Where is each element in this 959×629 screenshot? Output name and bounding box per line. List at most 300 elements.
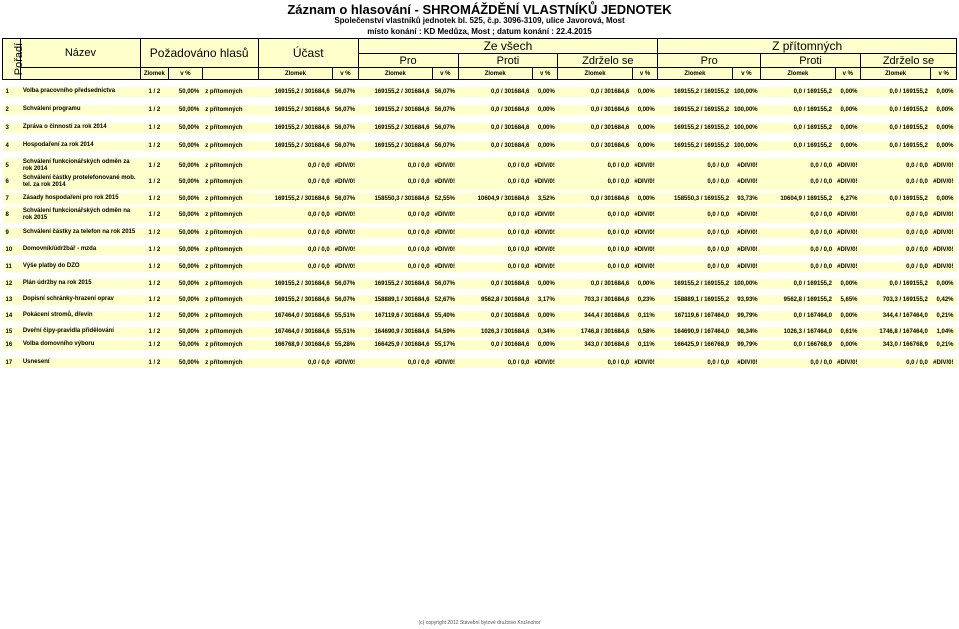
vote-row bbox=[3, 262, 957, 272]
attendance-fraction: 167464,0 / 301684,6 bbox=[258, 327, 332, 337]
required-fraction: 1 / 2 bbox=[140, 158, 169, 174]
all-zdrzelo-fraction: 0,0 / 0,0 bbox=[558, 262, 632, 272]
row-spacer bbox=[3, 151, 957, 158]
present-proti-percent: 0,00% bbox=[835, 311, 860, 321]
present-pro-fraction: 169155,2 / 169155,2 bbox=[658, 105, 732, 115]
header-pct: v % bbox=[835, 68, 860, 80]
present-zdrzelo-fraction: 0,0 / 0,0 bbox=[861, 358, 931, 368]
present-zdrzelo-percent: 1,04% bbox=[931, 327, 957, 337]
header-pct: v % bbox=[732, 68, 761, 80]
document-title: Záznam o hlasování - SHROMÁŽDĚNÍ VLASTNÍKŮ JEDNOTEK bbox=[287, 2, 672, 17]
present-proti-percent: #DIV/0! bbox=[835, 228, 860, 238]
all-pro-percent: #DIV/0! bbox=[433, 358, 458, 368]
present-pro-fraction: 0,0 / 0,0 bbox=[658, 245, 732, 255]
present-pro-percent: 100,00% bbox=[732, 123, 761, 133]
header-pro: Pro bbox=[658, 54, 761, 68]
row-spacer bbox=[3, 272, 957, 279]
row-number: 4 bbox=[3, 141, 21, 151]
vote-row bbox=[3, 358, 957, 368]
present-proti-percent: 0,00% bbox=[835, 279, 860, 289]
present-zdrzelo-percent: 0,42% bbox=[931, 295, 957, 305]
vote-row bbox=[3, 295, 957, 305]
attendance-percent: #DIV/0! bbox=[333, 245, 358, 255]
row-number: 7 bbox=[3, 193, 21, 204]
all-pro-fraction: 169155,2 / 301684,6 bbox=[358, 141, 432, 151]
all-pro-fraction: 0,0 / 0,0 bbox=[358, 262, 432, 272]
present-proti-percent: #DIV/0! bbox=[835, 262, 860, 272]
all-zdrzelo-fraction: 0,0 / 301684,6 bbox=[558, 123, 632, 133]
header-zlomek: Zlomek bbox=[258, 68, 332, 80]
all-pro-fraction: 0,0 / 0,0 bbox=[358, 174, 432, 190]
present-proti-fraction: 0,0 / 167464,0 bbox=[761, 311, 835, 321]
header-nazev: Název bbox=[21, 39, 140, 68]
all-pro-percent: 55,40% bbox=[433, 311, 458, 321]
present-pro-fraction: 0,0 / 0,0 bbox=[658, 358, 732, 368]
row-name: Dveřní čipy-pravidla přidělování bbox=[21, 327, 140, 337]
all-pro-fraction: 0,0 / 0,0 bbox=[358, 228, 432, 238]
all-zdrzelo-fraction: 344,4 / 301684,6 bbox=[558, 311, 632, 321]
all-proti-percent: 0,00% bbox=[532, 105, 557, 115]
attendance-fraction: 169155,2 / 301684,6 bbox=[258, 193, 332, 204]
all-zdrzelo-percent: 0,11% bbox=[632, 340, 657, 350]
present-proti-percent: #DIV/0! bbox=[835, 207, 860, 223]
present-zdrzelo-percent: #DIV/0! bbox=[931, 207, 957, 223]
present-proti-fraction: 1026,3 / 167464,0 bbox=[761, 327, 835, 337]
attendance-basis: z přítomných bbox=[202, 327, 258, 337]
required-percent: 50,00% bbox=[169, 358, 203, 368]
present-pro-fraction: 0,0 / 0,0 bbox=[658, 158, 732, 174]
all-pro-percent: #DIV/0! bbox=[433, 245, 458, 255]
attendance-percent: 56,07% bbox=[333, 279, 358, 289]
all-proti-fraction: 0,0 / 301684,6 bbox=[458, 141, 532, 151]
present-proti-percent: #DIV/0! bbox=[835, 174, 860, 190]
all-zdrzelo-fraction: 0,0 / 301684,6 bbox=[558, 141, 632, 151]
all-pro-fraction: 0,0 / 0,0 bbox=[358, 207, 432, 223]
all-proti-fraction: 9562,8 / 301684,6 bbox=[458, 295, 532, 305]
present-pro-percent: #DIV/0! bbox=[732, 245, 761, 255]
present-zdrzelo-fraction: 703,3 / 169155,2 bbox=[861, 295, 931, 305]
present-pro-percent: 100,00% bbox=[732, 141, 761, 151]
row-number: 5 bbox=[3, 158, 21, 174]
present-proti-fraction: 0,0 / 0,0 bbox=[761, 207, 835, 223]
row-number: 13 bbox=[3, 295, 21, 305]
vote-row bbox=[3, 245, 957, 255]
attendance-basis: z přítomných bbox=[202, 228, 258, 238]
header-zdrzelo: Zdrželo se bbox=[558, 54, 658, 68]
header-pct: v % bbox=[169, 68, 203, 80]
present-zdrzelo-percent: 0,00% bbox=[931, 105, 957, 115]
required-fraction: 1 / 2 bbox=[140, 340, 169, 350]
row-number: 6 bbox=[3, 174, 21, 190]
all-zdrzelo-fraction: 0,0 / 0,0 bbox=[558, 158, 632, 174]
present-zdrzelo-percent: #DIV/0! bbox=[931, 158, 957, 174]
present-proti-percent: #DIV/0! bbox=[835, 358, 860, 368]
required-percent: 50,00% bbox=[169, 311, 203, 321]
all-proti-percent: #DIV/0! bbox=[532, 207, 557, 223]
row-name: Plán údržby na rok 2015 bbox=[21, 279, 140, 289]
all-zdrzelo-percent: #DIV/0! bbox=[632, 228, 657, 238]
attendance-fraction: 0,0 / 0,0 bbox=[258, 207, 332, 223]
all-proti-percent: #DIV/0! bbox=[532, 228, 557, 238]
row-name: Schválení funkcionářských odměn za rok 2014 bbox=[21, 158, 140, 174]
attendance-fraction: 167464,0 / 301684,6 bbox=[258, 311, 332, 321]
header-zlomek: Zlomek bbox=[358, 68, 432, 80]
present-proti-percent: #DIV/0! bbox=[835, 158, 860, 174]
header-ucast: Účast bbox=[258, 39, 358, 68]
all-pro-percent: 56,07% bbox=[433, 141, 458, 151]
vote-row bbox=[3, 193, 957, 204]
all-proti-percent: 0,00% bbox=[532, 311, 557, 321]
row-name: Volba pracovního předsednictva bbox=[21, 87, 140, 97]
present-zdrzelo-percent: #DIV/0! bbox=[931, 228, 957, 238]
all-proti-fraction: 0,0 / 301684,6 bbox=[458, 105, 532, 115]
all-zdrzelo-percent: 0,00% bbox=[632, 141, 657, 151]
present-pro-percent: #DIV/0! bbox=[732, 174, 761, 190]
attendance-percent: #DIV/0! bbox=[333, 207, 358, 223]
all-pro-percent: 54,59% bbox=[433, 327, 458, 337]
row-spacer bbox=[3, 97, 957, 105]
present-proti-fraction: 0,0 / 169155,2 bbox=[761, 105, 835, 115]
present-pro-percent: 100,00% bbox=[732, 87, 761, 97]
required-fraction: 1 / 2 bbox=[140, 105, 169, 115]
all-pro-percent: #DIV/0! bbox=[433, 207, 458, 223]
header-proti: Proti bbox=[458, 54, 558, 68]
all-proti-percent: 0,00% bbox=[532, 87, 557, 97]
present-zdrzelo-fraction: 0,0 / 169155,2 bbox=[861, 123, 931, 133]
all-proti-fraction: 0,0 / 0,0 bbox=[458, 228, 532, 238]
header-zlomek: Zlomek bbox=[458, 68, 532, 80]
header-pct: v % bbox=[931, 68, 957, 80]
vote-row bbox=[3, 123, 957, 133]
attendance-fraction: 169155,2 / 301684,6 bbox=[258, 295, 332, 305]
header-pct: v % bbox=[532, 68, 557, 80]
all-zdrzelo-percent: 0,00% bbox=[632, 193, 657, 204]
present-pro-percent: 93,73% bbox=[732, 193, 761, 204]
all-zdrzelo-fraction: 0,0 / 301684,6 bbox=[558, 105, 632, 115]
attendance-basis: z přítomných bbox=[202, 279, 258, 289]
header-pct: v % bbox=[433, 68, 458, 80]
present-proti-fraction: 0,0 / 169155,2 bbox=[761, 87, 835, 97]
attendance-fraction: 0,0 / 0,0 bbox=[258, 262, 332, 272]
present-pro-fraction: 164690,9 / 167464,0 bbox=[658, 327, 732, 337]
required-percent: 50,00% bbox=[169, 279, 203, 289]
header-zlomek: Zlomek bbox=[658, 68, 732, 80]
row-name: Hospodaření za rok 2014 bbox=[21, 141, 140, 151]
present-proti-fraction: 0,0 / 169155,2 bbox=[761, 123, 835, 133]
all-pro-fraction: 169155,2 / 301684,6 bbox=[358, 105, 432, 115]
header-zlomek: Zlomek bbox=[140, 68, 169, 80]
attendance-fraction: 169155,2 / 301684,6 bbox=[258, 123, 332, 133]
all-zdrzelo-fraction: 0,0 / 0,0 bbox=[558, 228, 632, 238]
attendance-basis: z přítomných bbox=[202, 295, 258, 305]
all-pro-percent: 56,07% bbox=[433, 105, 458, 115]
vote-row bbox=[3, 141, 957, 151]
present-zdrzelo-fraction: 344,4 / 167464,0 bbox=[861, 311, 931, 321]
required-percent: 50,00% bbox=[169, 295, 203, 305]
attendance-percent: #DIV/0! bbox=[333, 158, 358, 174]
present-pro-fraction: 158889,1 / 169155,2 bbox=[658, 295, 732, 305]
present-pro-fraction: 169155,2 / 169155,2 bbox=[658, 87, 732, 97]
all-proti-percent: 3,17% bbox=[532, 295, 557, 305]
all-proti-percent: #DIV/0! bbox=[532, 158, 557, 174]
required-fraction: 1 / 2 bbox=[140, 311, 169, 321]
attendance-fraction: 0,0 / 0,0 bbox=[258, 174, 332, 190]
present-proti-fraction: 0,0 / 166768,9 bbox=[761, 340, 835, 350]
required-percent: 50,00% bbox=[169, 193, 203, 204]
header-poradi: Pořadí bbox=[3, 39, 21, 80]
header-zlomek: Zlomek bbox=[861, 68, 931, 80]
row-spacer bbox=[3, 115, 957, 123]
all-zdrzelo-percent: 0,00% bbox=[632, 279, 657, 289]
attendance-percent: #DIV/0! bbox=[333, 174, 358, 190]
attendance-fraction: 169155,2 / 301684,6 bbox=[258, 87, 332, 97]
required-percent: 50,00% bbox=[169, 105, 203, 115]
voting-table bbox=[2, 38, 957, 368]
required-fraction: 1 / 2 bbox=[140, 245, 169, 255]
attendance-percent: 56,07% bbox=[333, 123, 358, 133]
present-proti-percent: 0,61% bbox=[835, 327, 860, 337]
header-pro: Pro bbox=[358, 54, 458, 68]
all-zdrzelo-percent: #DIV/0! bbox=[632, 262, 657, 272]
present-pro-percent: 99,79% bbox=[732, 340, 761, 350]
header-pct: v % bbox=[632, 68, 657, 80]
attendance-fraction: 0,0 / 0,0 bbox=[258, 245, 332, 255]
all-proti-fraction: 0,0 / 301684,6 bbox=[458, 123, 532, 133]
all-proti-fraction: 0,0 / 301684,6 bbox=[458, 340, 532, 350]
present-pro-fraction: 166425,9 / 166768,9 bbox=[658, 340, 732, 350]
all-proti-fraction: 0,0 / 301684,6 bbox=[458, 279, 532, 289]
present-zdrzelo-fraction: 1746,8 / 167464,0 bbox=[861, 327, 931, 337]
present-zdrzelo-percent: #DIV/0! bbox=[931, 358, 957, 368]
required-fraction: 1 / 2 bbox=[140, 327, 169, 337]
present-zdrzelo-percent: 0,21% bbox=[931, 311, 957, 321]
row-number: 3 bbox=[3, 123, 21, 133]
attendance-percent: 55,51% bbox=[333, 311, 358, 321]
required-percent: 50,00% bbox=[169, 87, 203, 97]
all-proti-percent: 0,00% bbox=[532, 123, 557, 133]
vote-row bbox=[3, 105, 957, 115]
row-number: 9 bbox=[3, 228, 21, 238]
attendance-fraction: 0,0 / 0,0 bbox=[258, 158, 332, 174]
present-pro-percent: #DIV/0! bbox=[732, 207, 761, 223]
attendance-basis: z přítomných bbox=[202, 193, 258, 204]
attendance-percent: 55,51% bbox=[333, 327, 358, 337]
present-pro-fraction: 158550,3 / 169155,2 bbox=[658, 193, 732, 204]
row-number: 1 bbox=[3, 87, 21, 97]
present-proti-fraction: 0,0 / 0,0 bbox=[761, 158, 835, 174]
attendance-percent: 56,07% bbox=[333, 87, 358, 97]
required-fraction: 1 / 2 bbox=[140, 87, 169, 97]
required-fraction: 1 / 2 bbox=[140, 207, 169, 223]
vote-row bbox=[3, 207, 957, 223]
all-proti-fraction: 10604,9 / 301684,6 bbox=[458, 193, 532, 204]
present-zdrzelo-percent: #DIV/0! bbox=[931, 262, 957, 272]
present-pro-fraction: 0,0 / 0,0 bbox=[658, 174, 732, 190]
all-proti-percent: #DIV/0! bbox=[532, 245, 557, 255]
attendance-percent: #DIV/0! bbox=[333, 262, 358, 272]
present-pro-fraction: 169155,2 / 169155,2 bbox=[658, 123, 732, 133]
attendance-percent: #DIV/0! bbox=[333, 228, 358, 238]
attendance-fraction: 0,0 / 0,0 bbox=[258, 358, 332, 368]
required-percent: 50,00% bbox=[169, 228, 203, 238]
header-ze-vsech: Ze všech bbox=[358, 39, 658, 54]
attendance-basis: z přítomných bbox=[202, 174, 258, 190]
row-name: Volba domovního výboru bbox=[21, 340, 140, 350]
present-proti-fraction: 0,0 / 169155,2 bbox=[761, 141, 835, 151]
row-name: Schválení programu bbox=[21, 105, 140, 115]
present-zdrzelo-percent: #DIV/0! bbox=[931, 174, 957, 190]
all-proti-percent: #DIV/0! bbox=[532, 358, 557, 368]
attendance-fraction: 166768,9 / 301684,6 bbox=[258, 340, 332, 350]
present-zdrzelo-percent: 0,00% bbox=[931, 123, 957, 133]
attendance-basis: z přítomných bbox=[202, 105, 258, 115]
present-zdrzelo-fraction: 0,0 / 169155,2 bbox=[861, 105, 931, 115]
row-spacer bbox=[3, 238, 957, 245]
row-number: 11 bbox=[3, 262, 21, 272]
all-zdrzelo-percent: 0,11% bbox=[632, 311, 657, 321]
all-pro-fraction: 0,0 / 0,0 bbox=[358, 158, 432, 174]
all-zdrzelo-fraction: 343,0 / 301684,6 bbox=[558, 340, 632, 350]
all-zdrzelo-percent: 0,00% bbox=[632, 123, 657, 133]
row-name: Dopisní schránky-hrazení oprav bbox=[21, 295, 140, 305]
required-percent: 50,00% bbox=[169, 262, 203, 272]
copyright-footer: (c) copyright 2012 Stavební bytové družstvo Krušnohor bbox=[418, 620, 541, 626]
present-zdrzelo-percent: 0,21% bbox=[931, 340, 957, 350]
header-z-pritomnych: Z přítomných bbox=[658, 39, 957, 54]
present-pro-fraction: 0,0 / 0,0 bbox=[658, 207, 732, 223]
present-proti-fraction: 0,0 / 169155,2 bbox=[761, 279, 835, 289]
present-zdrzelo-fraction: 0,0 / 0,0 bbox=[861, 174, 931, 190]
all-pro-fraction: 166425,9 / 301684,6 bbox=[358, 340, 432, 350]
meeting-place-date: místo konání : KD Medůza, Most ; datum konání : 22.4.2015 bbox=[367, 27, 592, 36]
attendance-basis: z přítomných bbox=[202, 207, 258, 223]
all-zdrzelo-fraction: 0,0 / 0,0 bbox=[558, 358, 632, 368]
present-proti-percent: #DIV/0! bbox=[835, 245, 860, 255]
present-proti-percent: 0,00% bbox=[835, 141, 860, 151]
all-zdrzelo-percent: 0,00% bbox=[632, 87, 657, 97]
all-proti-fraction: 0,0 / 0,0 bbox=[458, 358, 532, 368]
required-percent: 50,00% bbox=[169, 141, 203, 151]
present-proti-percent: 0,00% bbox=[835, 123, 860, 133]
row-number: 12 bbox=[3, 279, 21, 289]
row-spacer bbox=[3, 80, 957, 88]
present-pro-fraction: 0,0 / 0,0 bbox=[658, 262, 732, 272]
all-proti-percent: #DIV/0! bbox=[532, 174, 557, 190]
row-number: 17 bbox=[3, 358, 21, 368]
header-proti: Proti bbox=[761, 54, 861, 68]
required-percent: 50,00% bbox=[169, 207, 203, 223]
vote-row bbox=[3, 174, 957, 190]
present-zdrzelo-fraction: 0,0 / 169155,2 bbox=[861, 279, 931, 289]
all-proti-percent: 3,52% bbox=[532, 193, 557, 204]
present-proti-fraction: 0,0 / 0,0 bbox=[761, 358, 835, 368]
all-pro-percent: #DIV/0! bbox=[433, 262, 458, 272]
all-pro-percent: #DIV/0! bbox=[433, 174, 458, 190]
all-pro-fraction: 169155,2 / 301684,6 bbox=[358, 87, 432, 97]
required-fraction: 1 / 2 bbox=[140, 123, 169, 133]
header-zlomek: Zlomek bbox=[558, 68, 632, 80]
present-proti-fraction: 0,0 / 0,0 bbox=[761, 228, 835, 238]
present-proti-fraction: 0,0 / 0,0 bbox=[761, 245, 835, 255]
present-pro-percent: #DIV/0! bbox=[732, 262, 761, 272]
all-proti-fraction: 0,0 / 301684,6 bbox=[458, 311, 532, 321]
present-zdrzelo-fraction: 0,0 / 169155,2 bbox=[861, 87, 931, 97]
attendance-basis: z přítomných bbox=[202, 311, 258, 321]
present-pro-fraction: 167119,6 / 167464,0 bbox=[658, 311, 732, 321]
required-fraction: 1 / 2 bbox=[140, 358, 169, 368]
vote-row bbox=[3, 311, 957, 321]
all-pro-fraction: 0,0 / 0,0 bbox=[358, 245, 432, 255]
present-proti-percent: 0,00% bbox=[835, 340, 860, 350]
present-proti-fraction: 0,0 / 0,0 bbox=[761, 174, 835, 190]
all-zdrzelo-percent: 0,23% bbox=[632, 295, 657, 305]
attendance-fraction: 0,0 / 0,0 bbox=[258, 228, 332, 238]
present-pro-fraction: 169155,2 / 169155,2 bbox=[658, 279, 732, 289]
attendance-fraction: 169155,2 / 301684,6 bbox=[258, 105, 332, 115]
document-subtitle: Společenství vlastníků jednotek bl. 525, č.p. 3096-3109, ulice Javorová, Most bbox=[334, 16, 625, 25]
row-name: Zásady hospodaření pro rok 2015 bbox=[21, 193, 140, 204]
attendance-percent: 55,28% bbox=[333, 340, 358, 350]
required-fraction: 1 / 2 bbox=[140, 228, 169, 238]
all-zdrzelo-fraction: 0,0 / 0,0 bbox=[558, 245, 632, 255]
required-fraction: 1 / 2 bbox=[140, 262, 169, 272]
all-zdrzelo-fraction: 0,0 / 301684,6 bbox=[558, 279, 632, 289]
required-fraction: 1 / 2 bbox=[140, 295, 169, 305]
all-zdrzelo-percent: 0,58% bbox=[632, 327, 657, 337]
all-pro-fraction: 0,0 / 0,0 bbox=[358, 358, 432, 368]
attendance-basis: z přítomných bbox=[202, 87, 258, 97]
required-fraction: 1 / 2 bbox=[140, 193, 169, 204]
row-number: 2 bbox=[3, 105, 21, 115]
attendance-percent: 56,07% bbox=[333, 193, 358, 204]
all-pro-percent: 55,17% bbox=[433, 340, 458, 350]
present-zdrzelo-fraction: 0,0 / 0,0 bbox=[861, 207, 931, 223]
row-name: Schválení částky za telefon na rok 2015 bbox=[21, 228, 140, 238]
all-zdrzelo-fraction: 0,0 / 0,0 bbox=[558, 207, 632, 223]
present-pro-fraction: 0,0 / 0,0 bbox=[658, 228, 732, 238]
all-proti-fraction: 0,0 / 0,0 bbox=[458, 207, 532, 223]
all-pro-fraction: 167119,6 / 301684,6 bbox=[358, 311, 432, 321]
required-fraction: 1 / 2 bbox=[140, 141, 169, 151]
row-name: Schválení částky protelefonované mob. tel. za rok 2014 bbox=[21, 174, 140, 190]
present-zdrzelo-fraction: 0,0 / 169155,2 bbox=[861, 193, 931, 204]
present-pro-percent: 100,00% bbox=[732, 279, 761, 289]
all-proti-percent: #DIV/0! bbox=[532, 262, 557, 272]
all-proti-fraction: 0,0 / 301684,6 bbox=[458, 87, 532, 97]
required-percent: 50,00% bbox=[169, 174, 203, 190]
all-proti-percent: 0,00% bbox=[532, 279, 557, 289]
all-proti-percent: 0,00% bbox=[532, 340, 557, 350]
all-pro-percent: 56,07% bbox=[433, 279, 458, 289]
all-pro-percent: 56,07% bbox=[433, 87, 458, 97]
present-pro-percent: 99,79% bbox=[732, 311, 761, 321]
required-fraction: 1 / 2 bbox=[140, 174, 169, 190]
all-zdrzelo-percent: #DIV/0! bbox=[632, 207, 657, 223]
row-number: 10 bbox=[3, 245, 21, 255]
all-zdrzelo-fraction: 703,3 / 301684,6 bbox=[558, 295, 632, 305]
row-name: Pokácení stromů, dřevin bbox=[21, 311, 140, 321]
all-proti-fraction: 1026,3 / 301684,6 bbox=[458, 327, 532, 337]
present-proti-percent: 0,00% bbox=[835, 87, 860, 97]
all-pro-fraction: 158550,3 / 301684,6 bbox=[358, 193, 432, 204]
present-pro-percent: #DIV/0! bbox=[732, 358, 761, 368]
present-zdrzelo-percent: 0,00% bbox=[931, 87, 957, 97]
all-pro-percent: 52,55% bbox=[433, 193, 458, 204]
all-proti-fraction: 0,0 / 0,0 bbox=[458, 158, 532, 174]
present-zdrzelo-fraction: 0,0 / 0,0 bbox=[861, 262, 931, 272]
attendance-basis: z přítomných bbox=[202, 123, 258, 133]
present-pro-percent: 98,34% bbox=[732, 327, 761, 337]
